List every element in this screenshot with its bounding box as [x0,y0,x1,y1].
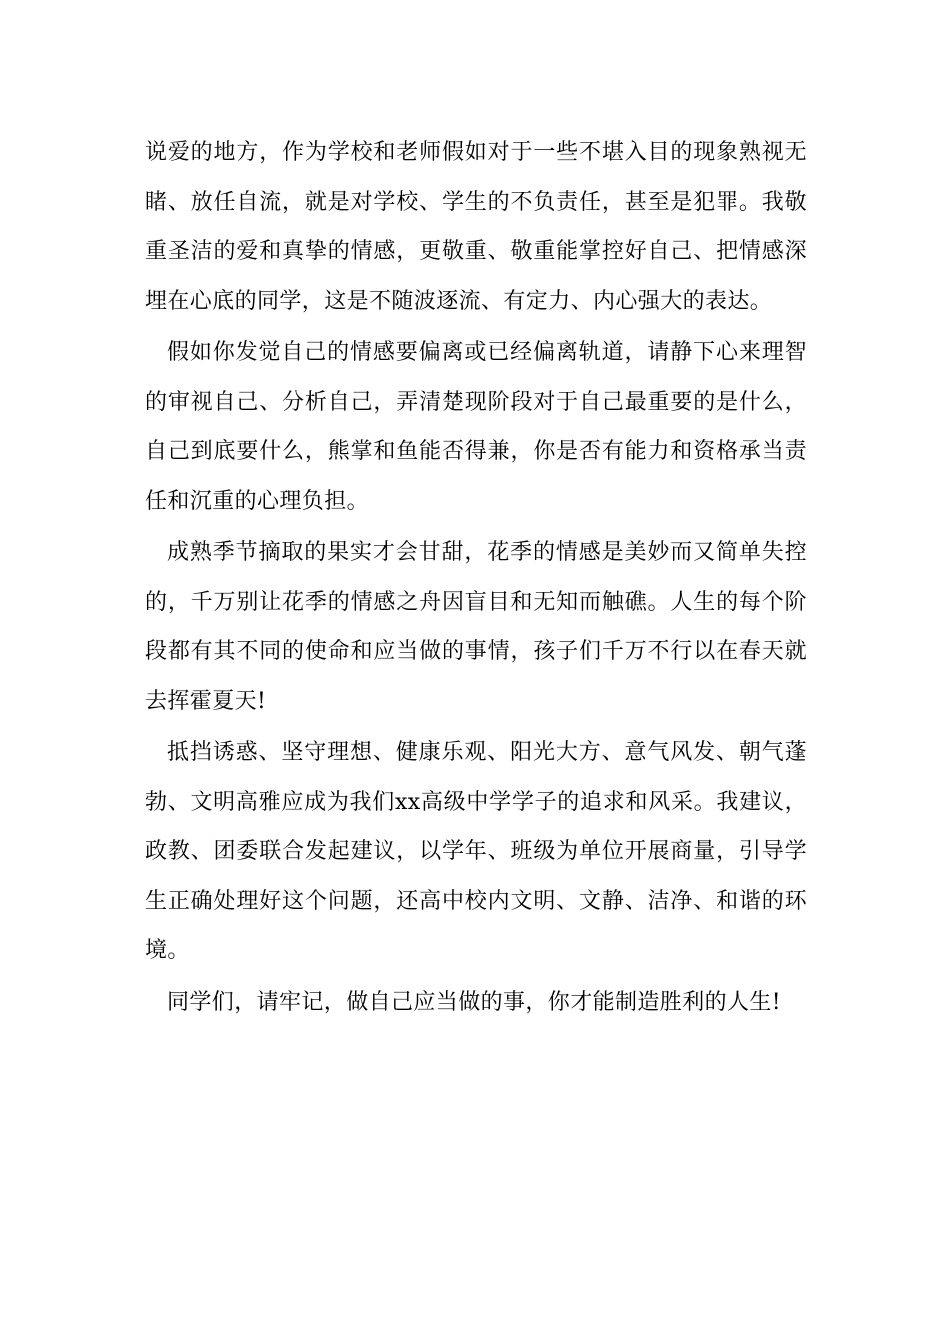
paragraph-4: 抵挡诱惑、坚守理想、健康乐观、阳光大方、意气风发、朝气蓬勃、文明高雅应成为我们xx高级中学学子的追求和风采。我建议，政教、团委联合发起建议，以学年、班级为单位开展商量，引导学生正确处理好这个问题，还高中校内文明、文静、洁净、和谐的环境。 [145,740,807,963]
document-body [145,128,807,1027]
paragraph-3: 成熟季节摘取的果实才会甘甜，花季的情感是美妙而又简单失控的，千万别让花季的情感之舟因盲目和无知而触礁。人生的每个阶段都有其不同的使命和应当做的事情，孩子们千万不行以在春天就去挥霍夏天! [145,540,807,714]
paragraph-2: 假如你发觉自己的情感要偏离或已经偏离轨道，请静下心来理智的审视自己、分析自己，弄清楚现阶段对于自己最重要的是什么，自己到底要什么，熊掌和鱼能否得兼，你是否有能力和资格承当责任和沉重的心理负担。 [145,340,807,514]
paragraph-5: 同学们，请牢记，做自己应当做的事，你才能制造胜利的人生! [167,989,782,1015]
paragraph-1: 说爱的地方，作为学校和老师假如对于一些不堪入目的现象熟视无睹、放任自流，就是对学校、学生的不负责任，甚至是犯罪。我敬重圣洁的爱和真挚的情感，更敬重、敬重能掌控好自己、把情感深埋在心底的同学，这是不随波逐流、有定力、内心强大的表达。 [145,140,807,314]
